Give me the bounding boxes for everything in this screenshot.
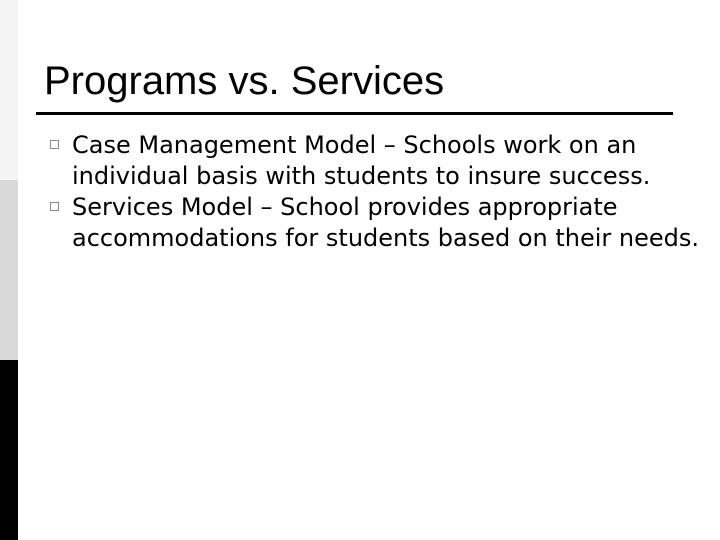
bullet-text: Case Management Model – Schools work on an individual basis with students to insure success.: [72, 131, 651, 190]
title-underline: [36, 112, 673, 115]
bullet-item: [50, 130, 700, 192]
sidebar-stripe-bottom: [0, 360, 18, 540]
sidebar-stripe-middle: [0, 180, 18, 360]
sidebar-stripe-top: [0, 0, 18, 180]
bullet-item: [50, 192, 700, 254]
slide-title: Programs vs. Services: [44, 59, 445, 103]
bullet-list: [50, 130, 700, 254]
hollow-square-icon: [50, 140, 59, 149]
bullet-text: Services Model – School provides appropriate accommodations for students based on their needs.: [72, 193, 700, 252]
hollow-square-icon: [50, 202, 59, 211]
